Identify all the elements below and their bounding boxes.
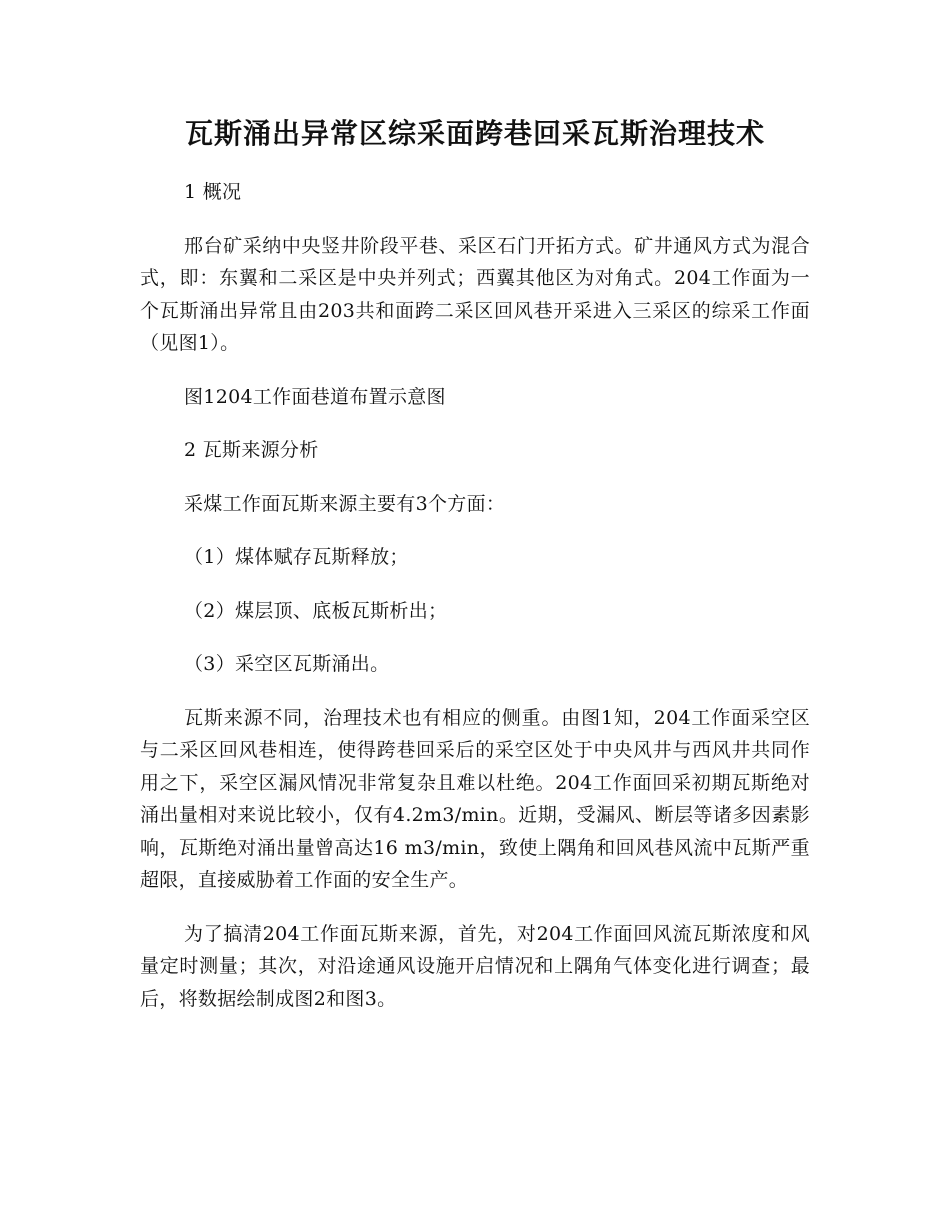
list-item-1: （1）煤体赋存瓦斯释放； xyxy=(184,546,409,568)
paragraph-measurement: 为了搞清204工作面瓦斯来源，首先，对204工作面回风流瓦斯浓度和风量定时测量；其次，对沿途通风设施开启情况和上隅角气体变化进行调查；最后，将数据绘制成图2和图3。 xyxy=(140,922,810,1010)
document-title: 瓦斯涌出异常区综采面跨巷回采瓦斯治理技术 xyxy=(184,117,765,150)
section-heading-gas-source: 2 瓦斯来源分析 xyxy=(184,439,319,461)
list-item-3: （3）采空区瓦斯涌出。 xyxy=(184,653,390,675)
figure-caption: 图1204工作面巷道布置示意图 xyxy=(184,385,446,408)
paragraph-gas-analysis: 瓦斯来源不同，治理技术也有相应的侧重。由图1知，204工作面采空区与二采区回风巷相连，使得跨巷回采后的采空区处于中央风井与西风井共同作用之下，采空区漏风情况非常复杂且难以杜绝。204工作面回采初期瓦斯绝对涌出量相对来说比较小，仅有4.2m3/min。近期，受漏风、断层等诸多因素影响，瓦斯绝对涌出量曾高达16 m3/min，致使上隅角和回风巷风流中瓦斯严重超限，直接威胁着工作面的安全生产。 xyxy=(140,706,810,891)
paragraph-gas-source-intro: 采煤工作面瓦斯来源主要有3个方面： xyxy=(184,492,506,515)
paragraph-mine-description: 邢台矿采纳中央竖井阶段平巷、采区石门开拓方式。矿井通风方式为混合式，即：东翼和二采区是中央并列式；西翼其他区为对角式。204工作面为一个瓦斯涌出异常且由203共和面跨二采区回风巷开采进入三采区的综采工作面（见图1）。 xyxy=(140,234,810,354)
section-heading-overview: 1 概况 xyxy=(184,181,242,203)
list-item-2: （2）煤层顶、底板瓦斯析出； xyxy=(184,599,448,622)
